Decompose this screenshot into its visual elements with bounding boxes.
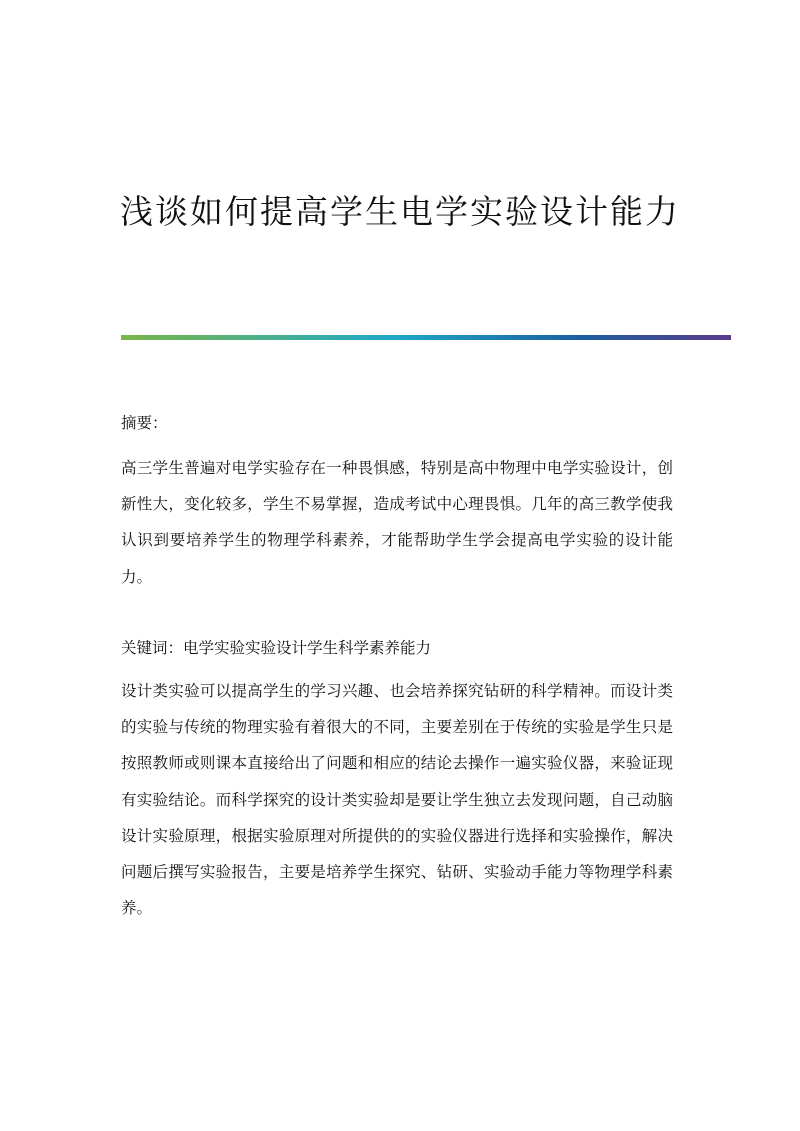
keywords-line: 关键词：电学实验实验设计学生科学素养能力 xyxy=(121,639,432,657)
abstract-text: 高三学生普遍对电学实验存在一种畏惧感，特别是高中物理中电学实验设计，创新性大，变化较多，学生不易掌握，造成考试中心理畏惧。几年的高三教学使我认识到要培养学生的物理学科素养，才能帮助学生学会提高电学实验的设计能力。 xyxy=(121,459,673,586)
title-divider xyxy=(121,335,731,340)
body-paragraph: 设计类实验可以提高学生的学习兴趣、也会培养探究钻研的科学精神。而设计类的实验与传统的物理实验有着很大的不同，主要差别在于传统的实验是学生只是按照教师或则课本直接给出了问题和相应的结论去操作一遍实验仪器，来验证现有实验结论。而科学探究的设计类实验却是要让学生独立去发现问题，自己动脑设计实验原理，根据实验原理对所提供的的实验仪器进行选择和实验操作，解决问题后撰写实验报告，主要是培养学生探究、钻研、实验动手能力等物理学科素养。 xyxy=(121,682,673,918)
document-title: 浅谈如何提高学生电学实验设计能力 xyxy=(120,192,680,231)
abstract-label: 摘要： xyxy=(121,414,168,432)
